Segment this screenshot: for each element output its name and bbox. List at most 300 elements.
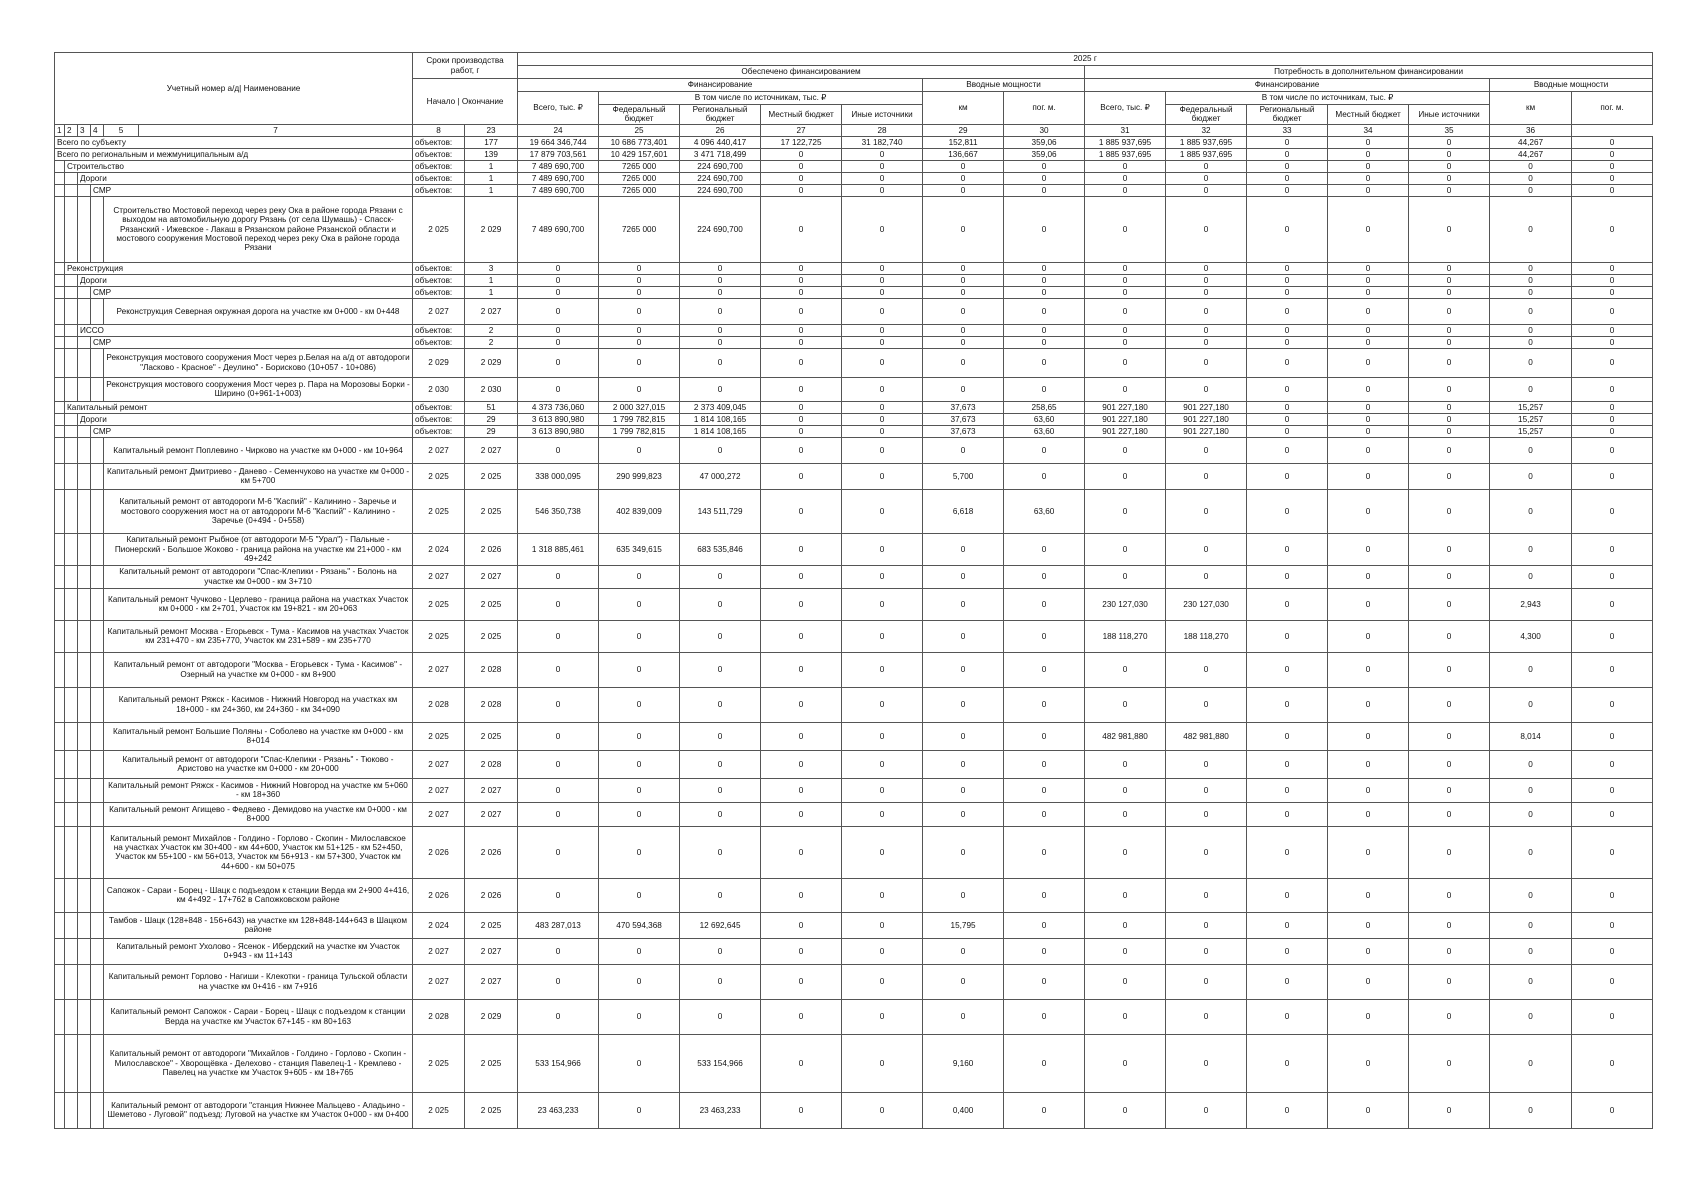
secured-other-value: 31 182,740: [842, 136, 923, 148]
needed-local-value: 0: [1328, 912, 1409, 938]
unit-label: объектов:: [413, 172, 465, 184]
group-row: [55, 336, 1653, 348]
needed-pogm-value: 0: [1572, 425, 1653, 437]
needed-total-value: 0: [1085, 489, 1166, 533]
needed-km-value: 0: [1490, 964, 1572, 999]
needed-total-value: 0: [1085, 687, 1166, 722]
needed-regional-value: 0: [1247, 298, 1328, 324]
object-row: [55, 652, 1653, 687]
end-year: 2 025: [465, 1092, 518, 1128]
indent-cell: [55, 401, 65, 413]
indent-cell: [78, 348, 91, 377]
secured-total-value: 7 489 690,700: [518, 184, 599, 196]
needed-federal-value: 901 227,180: [1166, 425, 1247, 437]
needed-km-value: 0: [1490, 348, 1572, 377]
needed-km-value: 0: [1490, 687, 1572, 722]
secured-total-value: 0: [518, 964, 599, 999]
group-label: Реконструкция: [65, 262, 413, 274]
needed-total-value: 0: [1085, 878, 1166, 912]
needed-km-value: 8,014: [1490, 722, 1572, 750]
unit-label: объектов:: [413, 324, 465, 336]
needed-pogm-value: 0: [1572, 148, 1653, 160]
object-name: Капитальный ремонт Дмитриево - Данево - Семенчуково на участке км 0+000 - км 5+700: [104, 463, 413, 489]
period-header: Сроки производства работ, г: [413, 53, 518, 79]
needed-local-value: 0: [1328, 262, 1409, 274]
indent-cell: [78, 750, 91, 778]
secured-km-value: 15,795: [923, 912, 1004, 938]
needed-km-value: 0: [1490, 196, 1572, 262]
end-year: 2 030: [465, 377, 518, 401]
needed-pogm-value: 0: [1572, 778, 1653, 802]
needed-pogm-value: 0: [1572, 437, 1653, 463]
secured-total-value: 0: [518, 336, 599, 348]
secured-km-value: 0: [923, 348, 1004, 377]
needed-local-value: 0: [1328, 336, 1409, 348]
needed-local-value: 0: [1328, 274, 1409, 286]
needed-km-value: 44,267: [1490, 148, 1572, 160]
secured-financing-header: Финансирование: [518, 79, 923, 92]
needed-regional-value: 0: [1247, 999, 1328, 1034]
secured-federal-value: 2 000 327,015: [599, 401, 680, 413]
needed-other-value: 0: [1409, 802, 1490, 826]
needed-federal-value: 0: [1166, 1034, 1247, 1092]
needed-pogm-value: 0: [1572, 533, 1653, 565]
needed-other-header: Иные источники: [1409, 105, 1490, 125]
needed-regional-value: 0: [1247, 336, 1328, 348]
object-row: [55, 912, 1653, 938]
secured-total-value: 0: [518, 286, 599, 298]
unit-label: объектов:: [413, 262, 465, 274]
secured-km-value: 0: [923, 938, 1004, 964]
indent-cell: [55, 1092, 65, 1128]
needed-km-value: 0: [1490, 1092, 1572, 1128]
needed-local-value: 0: [1328, 722, 1409, 750]
secured-federal-value: 0: [599, 324, 680, 336]
needed-total-value: 0: [1085, 778, 1166, 802]
needed-regional-value: 0: [1247, 160, 1328, 172]
column-number: 24: [518, 124, 599, 136]
needed-km-header: км: [1490, 92, 1572, 125]
needed-pogm-value: 0: [1572, 401, 1653, 413]
unit-label: объектов:: [413, 148, 465, 160]
secured-local-value: 0: [761, 184, 842, 196]
secured-regional-value: 0: [680, 348, 761, 377]
secured-pogm-value: 0: [1004, 437, 1085, 463]
secured-km-value: 5,700: [923, 463, 1004, 489]
secured-local-value: 0: [761, 964, 842, 999]
secured-federal-value: 0: [599, 687, 680, 722]
needed-federal-value: 0: [1166, 463, 1247, 489]
column-number: 2: [65, 124, 78, 136]
object-count: 1: [465, 184, 518, 196]
indent-cell: [91, 912, 104, 938]
indent-cell: [65, 687, 78, 722]
indent-cell: [65, 912, 78, 938]
needed-regional-value: 0: [1247, 722, 1328, 750]
needed-local-value: 0: [1328, 196, 1409, 262]
start-year: 2 025: [413, 196, 465, 262]
indent-cell: [55, 489, 65, 533]
needed-pogm-value: 0: [1572, 286, 1653, 298]
needed-regional-value: 0: [1247, 489, 1328, 533]
needed-federal-value: 0: [1166, 172, 1247, 184]
object-count: 51: [465, 401, 518, 413]
needed-regional-value: 0: [1247, 912, 1328, 938]
secured-total-value: 1 318 885,461: [518, 533, 599, 565]
indent-cell: [65, 348, 78, 377]
needed-total-value: 0: [1085, 377, 1166, 401]
needed-regional-value: 0: [1247, 196, 1328, 262]
group-row: [55, 413, 1653, 425]
secured-regional-value: 224 690,700: [680, 196, 761, 262]
secured-local-value: 0: [761, 298, 842, 324]
indent-cell: [65, 826, 78, 878]
end-year: 2 028: [465, 750, 518, 778]
indent-cell: [55, 687, 65, 722]
needed-federal-value: 0: [1166, 160, 1247, 172]
needed-regional-value: 0: [1247, 938, 1328, 964]
needed-regional-value: 0: [1247, 620, 1328, 652]
needed-federal-value: 0: [1166, 652, 1247, 687]
secured-total-value: 0: [518, 274, 599, 286]
needed-pogm-value: 0: [1572, 196, 1653, 262]
needed-pogm-value: 0: [1572, 377, 1653, 401]
secured-pogm-value: 0: [1004, 196, 1085, 262]
end-year: 2 029: [465, 196, 518, 262]
object-row: [55, 196, 1653, 262]
indent-cell: [91, 938, 104, 964]
needed-local-value: 0: [1328, 463, 1409, 489]
needed-total-value: 0: [1085, 160, 1166, 172]
secured-capacity-header: Вводные мощности: [923, 79, 1085, 92]
object-name: Капитальный ремонт Ряжск - Касимов - Нижний Новгород на участке км 5+060 - км 18+360: [104, 778, 413, 802]
secured-regional-value: 0: [680, 620, 761, 652]
object-count: 1: [465, 172, 518, 184]
group-label: ИССО: [78, 324, 413, 336]
secured-federal-value: 1 799 782,815: [599, 425, 680, 437]
needed-km-value: 0: [1490, 160, 1572, 172]
indent-cell: [65, 489, 78, 533]
needed-total-value: 482 981,880: [1085, 722, 1166, 750]
indent-cell: [55, 533, 65, 565]
unit-label: объектов:: [413, 274, 465, 286]
needed-km-value: 2,943: [1490, 588, 1572, 620]
indent-cell: [55, 1034, 65, 1092]
secured-pogm-value: 0: [1004, 722, 1085, 750]
start-year: 2 027: [413, 565, 465, 588]
needed-total-value: 0: [1085, 463, 1166, 489]
column-number: 29: [923, 124, 1004, 136]
end-year: 2 027: [465, 964, 518, 999]
secured-regional-value: 224 690,700: [680, 184, 761, 196]
secured-other-value: 0: [842, 750, 923, 778]
indent-cell: [78, 1034, 91, 1092]
indent-cell: [78, 778, 91, 802]
secured-federal-value: 0: [599, 565, 680, 588]
indent-cell: [55, 620, 65, 652]
start-end-header: Начало | Окончание: [413, 79, 518, 125]
end-year: 2 025: [465, 912, 518, 938]
needed-local-value: 0: [1328, 999, 1409, 1034]
object-row: [55, 298, 1653, 324]
group-row: [55, 262, 1653, 274]
secured-regional-value: 0: [680, 964, 761, 999]
needed-km-value: 44,267: [1490, 136, 1572, 148]
needed-total-value: 0: [1085, 437, 1166, 463]
indent-cell: [65, 722, 78, 750]
secured-regional-value: 0: [680, 938, 761, 964]
object-row: [55, 620, 1653, 652]
secured-regional-value: 3 471 718,499: [680, 148, 761, 160]
secured-pogm-value: 0: [1004, 938, 1085, 964]
object-name: Капитальный ремонт Ряжск - Касимов - Нижний Новгород на участках км 18+000 - км 24+360, км 24+360 - км 34+090: [104, 687, 413, 722]
secured-pogm-value: 63,60: [1004, 489, 1085, 533]
secured-km-value: 0: [923, 687, 1004, 722]
indent-cell: [91, 348, 104, 377]
start-year: 2 027: [413, 437, 465, 463]
end-year: 2 029: [465, 348, 518, 377]
secured-total-value: 546 350,738: [518, 489, 599, 533]
needed-other-value: 0: [1409, 336, 1490, 348]
needed-total-value: 0: [1085, 286, 1166, 298]
needed-local-value: 0: [1328, 533, 1409, 565]
secured-other-header: Иные источники: [842, 105, 923, 125]
object-name: Капитальный ремонт Горлово - Нагиши - Клекотки - граница Тульской области на участке км 0+416 - км 7+916: [104, 964, 413, 999]
indent-cell: [55, 826, 65, 878]
indent-cell: [91, 1092, 104, 1128]
needed-km-value: 0: [1490, 652, 1572, 687]
indent-cell: [55, 172, 65, 184]
needed-km-value: 15,257: [1490, 425, 1572, 437]
secured-total-value: 0: [518, 620, 599, 652]
indent-cell: [55, 262, 65, 274]
group-row: [55, 172, 1653, 184]
start-year: 2 025: [413, 722, 465, 750]
needed-km-value: 0: [1490, 463, 1572, 489]
unit-label: объектов:: [413, 401, 465, 413]
secured-local-value: 0: [761, 377, 842, 401]
secured-federal-value: 0: [599, 778, 680, 802]
indent-cell: [91, 196, 104, 262]
needed-pogm-value: 0: [1572, 687, 1653, 722]
secured-regional-value: 533 154,966: [680, 1034, 761, 1092]
column-number-row: [55, 124, 1653, 136]
needed-total-value: 0: [1085, 172, 1166, 184]
secured-federal-value: 0: [599, 878, 680, 912]
end-year: 2 025: [465, 620, 518, 652]
needed-local-value: 0: [1328, 620, 1409, 652]
secured-other-value: 0: [842, 425, 923, 437]
needed-km-value: 0: [1490, 802, 1572, 826]
secured-km-value: 0: [923, 437, 1004, 463]
needed-total-value: 0: [1085, 184, 1166, 196]
needed-federal-value: 0: [1166, 750, 1247, 778]
needed-total-value: 0: [1085, 912, 1166, 938]
indent-cell: [65, 964, 78, 999]
needed-pogm-value: 0: [1572, 463, 1653, 489]
needed-local-value: 0: [1328, 938, 1409, 964]
start-year: 2 024: [413, 533, 465, 565]
indent-cell: [65, 620, 78, 652]
secured-pogm-value: 0: [1004, 348, 1085, 377]
needed-other-value: 0: [1409, 778, 1490, 802]
secured-federal-value: 7265 000: [599, 172, 680, 184]
object-name: Капитальный ремонт Чучково - Церлево - граница района на участках Участок км 0+000 - км 2+701, Участок км 19+821 - км 20+063: [104, 588, 413, 620]
indent-cell: [78, 196, 91, 262]
secured-federal-value: 470 594,368: [599, 912, 680, 938]
secured-km-value: 0: [923, 262, 1004, 274]
secured-local-value: 0: [761, 413, 842, 425]
secured-regional-value: 0: [680, 802, 761, 826]
indent-cell: [65, 274, 78, 286]
needed-local-value: 0: [1328, 425, 1409, 437]
secured-pogm-value: 0: [1004, 184, 1085, 196]
secured-other-value: 0: [842, 196, 923, 262]
secured-pogm-value: 0: [1004, 652, 1085, 687]
needed-total-value: 1 885 937,695: [1085, 148, 1166, 160]
secured-total-value: 0: [518, 377, 599, 401]
indent-cell: [65, 1092, 78, 1128]
needed-km-value: 0: [1490, 324, 1572, 336]
end-year: 2 028: [465, 652, 518, 687]
group-label: Капитальный ремонт: [65, 401, 413, 413]
secured-total-value: 17 879 703,561: [518, 148, 599, 160]
secured-km-value: 0: [923, 184, 1004, 196]
needed-regional-value: 0: [1247, 172, 1328, 184]
secured-other-value: 0: [842, 938, 923, 964]
needed-regional-value: 0: [1247, 148, 1328, 160]
needed-km-value: 0: [1490, 184, 1572, 196]
secured-header: Обеспечено финансированием: [518, 66, 1085, 79]
column-number: 34: [1328, 124, 1409, 136]
needed-regional-value: 0: [1247, 652, 1328, 687]
indent-cell: [65, 437, 78, 463]
secured-regional-value: 224 690,700: [680, 160, 761, 172]
secured-other-value: 0: [842, 377, 923, 401]
indent-cell: [78, 336, 91, 348]
start-year: 2 027: [413, 652, 465, 687]
needed-regional-value: 0: [1247, 437, 1328, 463]
secured-total-value: 0: [518, 999, 599, 1034]
needed-other-value: 0: [1409, 878, 1490, 912]
secured-regional-value: 0: [680, 722, 761, 750]
column-number: 1: [55, 124, 65, 136]
secured-other-value: 0: [842, 878, 923, 912]
needed-other-value: 0: [1409, 722, 1490, 750]
secured-km-value: 0: [923, 826, 1004, 878]
column-number: 28: [842, 124, 923, 136]
end-year: 2 025: [465, 1034, 518, 1092]
needed-regional-value: 0: [1247, 778, 1328, 802]
secured-km-value: 0: [923, 722, 1004, 750]
secured-regional-value: 0: [680, 778, 761, 802]
needed-total-value: 0: [1085, 999, 1166, 1034]
needed-km-value: 0: [1490, 826, 1572, 878]
end-year: 2 029: [465, 999, 518, 1034]
indent-cell: [55, 336, 65, 348]
column-number: 25: [599, 124, 680, 136]
secured-regional-value: 143 511,729: [680, 489, 761, 533]
secured-federal-value: 7265 000: [599, 160, 680, 172]
indent-cell: [78, 620, 91, 652]
secured-total-value: 0: [518, 878, 599, 912]
needed-local-header: Местный бюджет: [1328, 105, 1409, 125]
needed-total-value: 0: [1085, 652, 1166, 687]
secured-km-value: 0: [923, 274, 1004, 286]
object-name: Реконструкция мостового сооружения Мост через р.Белая на а/д от автодороги "Ласково - Красное" - Деулино" - Борисково (10+057 - 10+086): [104, 348, 413, 377]
indent-cell: [91, 533, 104, 565]
secured-local-value: 0: [761, 588, 842, 620]
secured-other-value: 0: [842, 826, 923, 878]
needed-federal-value: 0: [1166, 1092, 1247, 1128]
needed-km-value: 0: [1490, 489, 1572, 533]
secured-federal-value: 290 999,823: [599, 463, 680, 489]
needed-regional-value: 0: [1247, 274, 1328, 286]
secured-pogm-value: 359,06: [1004, 148, 1085, 160]
secured-other-value: 0: [842, 262, 923, 274]
needed-other-value: 0: [1409, 437, 1490, 463]
needed-local-value: 0: [1328, 489, 1409, 533]
secured-other-value: 0: [842, 274, 923, 286]
object-row: [55, 1092, 1653, 1128]
secured-regional-value: 4 096 440,417: [680, 136, 761, 148]
secured-total-value: 3 613 890,980: [518, 425, 599, 437]
secured-km-value: 0: [923, 298, 1004, 324]
column-number: 32: [1166, 124, 1247, 136]
secured-local-value: 0: [761, 336, 842, 348]
secured-km-value: 37,673: [923, 401, 1004, 413]
needed-regional-value: 0: [1247, 1034, 1328, 1092]
needed-other-value: 0: [1409, 148, 1490, 160]
unit-label: объектов:: [413, 336, 465, 348]
indent-cell: [91, 565, 104, 588]
indent-cell: [55, 160, 65, 172]
needed-pogm-value: 0: [1572, 1092, 1653, 1128]
secured-total-value: 0: [518, 262, 599, 274]
needed-pogm-value: 0: [1572, 588, 1653, 620]
needed-other-value: 0: [1409, 160, 1490, 172]
indent-cell: [91, 802, 104, 826]
needed-financing-header: Финансирование: [1085, 79, 1490, 92]
secured-km-value: 0: [923, 196, 1004, 262]
secured-total-value: 0: [518, 588, 599, 620]
needed-pogm-value: 0: [1572, 348, 1653, 377]
secured-total-header: Всего, тыс. ₽: [518, 92, 599, 125]
secured-federal-value: 7265 000: [599, 184, 680, 196]
end-year: 2 025: [465, 463, 518, 489]
needed-regional-value: 0: [1247, 964, 1328, 999]
group-label: СМР: [91, 184, 413, 196]
indent-cell: [78, 489, 91, 533]
object-name: Капитальный ремонт от автодороги М-6 "Каспий" - Калинино - Заречье и мостового сооружения мост на от автодороги М-6 "Каспий" - Калинино - Заречье (0+494 - 0+558): [104, 489, 413, 533]
secured-pogm-value: 0: [1004, 336, 1085, 348]
needed-km-value: 0: [1490, 878, 1572, 912]
needed-federal-value: 188 118,270: [1166, 620, 1247, 652]
secured-other-value: 0: [842, 298, 923, 324]
group-label: Всего по субъекту: [55, 136, 413, 148]
secured-local-value: 0: [761, 722, 842, 750]
needed-total-value: 0: [1085, 298, 1166, 324]
start-year: 2 024: [413, 912, 465, 938]
start-year: 2 027: [413, 938, 465, 964]
end-year: 2 027: [465, 938, 518, 964]
indent-cell: [91, 489, 104, 533]
needed-pogm-value: 0: [1572, 620, 1653, 652]
indent-cell: [55, 778, 65, 802]
secured-pogm-value: 0: [1004, 588, 1085, 620]
secured-regional-value: 0: [680, 687, 761, 722]
needed-pogm-value: 0: [1572, 274, 1653, 286]
